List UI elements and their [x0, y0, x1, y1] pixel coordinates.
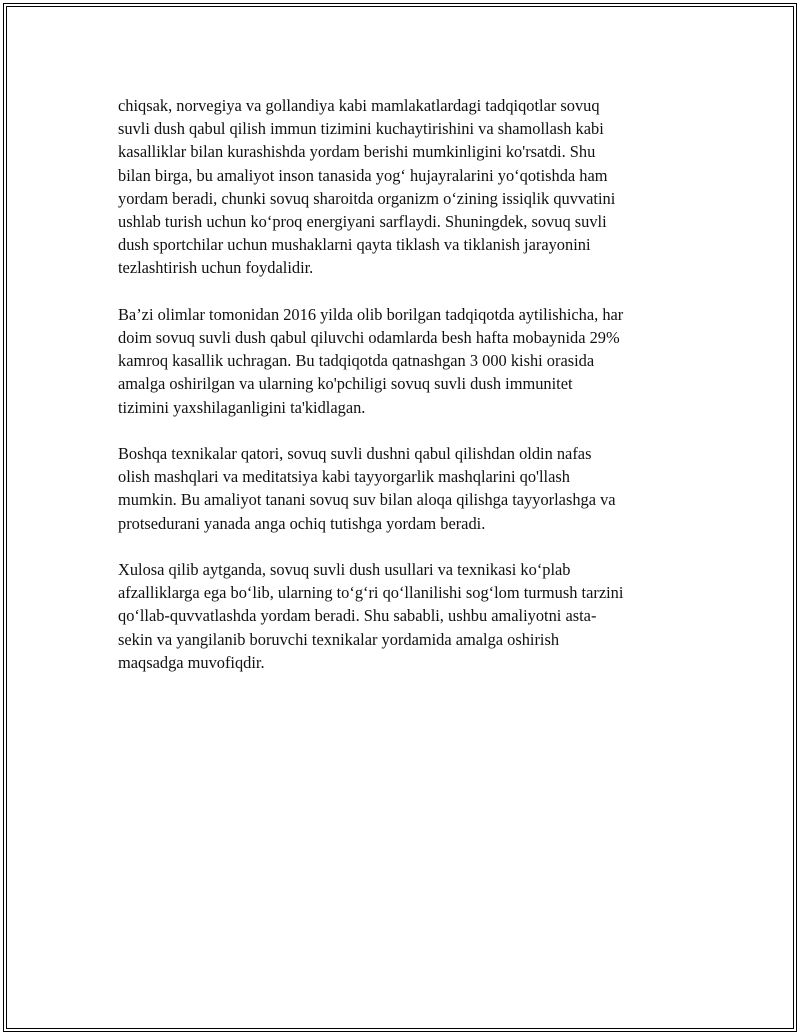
- paragraph-3: [118, 442, 698, 535]
- text-line: mumkin. Bu amaliyot tanani sovuq suv bilan aloqa qilishga tayyorlashga va: [118, 490, 616, 510]
- text-line: Ba’zi olimlar tomonidan 2016 yilda olib borilgan tadqiqotda aytilishicha, har: [118, 304, 624, 324]
- paragraph-1: [118, 94, 698, 280]
- text-line: kasalliklar bilan kurashishda yordam berishi mumkinligini ko'rsatdi. Shu: [118, 142, 596, 162]
- text-line: kamroq kasallik uchragan. Bu tadqiqotda qatnashgan 3 000 kishi orasida: [118, 351, 595, 371]
- text-line: amalga oshirilgan va ularning ko'pchiligi sovuq suvli dush immunitet: [118, 374, 573, 394]
- text-line: tezlashtirish uchun foydalidir.: [118, 258, 314, 278]
- text-line: afzalliklarga ega bo‘lib, ularning to‘g‘ri qo‘llanilishi sog‘lom turmush tarzini: [118, 583, 624, 603]
- text-line: dush sportchilar uchun mushaklarni qayta tiklash va tiklanish jarayonini: [118, 235, 591, 255]
- text-line: chiqsak, norvegiya va gollandiya kabi mamlakatlardagi tadqiqotlar sovuq: [118, 96, 600, 115]
- text-line: tizimini yaxshilaganligini ta'kidlagan.: [118, 397, 366, 417]
- text-line: bilan birga, bu amaliyot inson tanasida yog‘ hujayralarini yo‘qotishda ham: [118, 165, 608, 185]
- paragraph-2: [118, 303, 698, 419]
- paragraph-4: [118, 558, 698, 674]
- text-line: protsedurani yanada anga ochiq tutishga yordam beradi.: [118, 513, 486, 533]
- text-line: yordam beradi, chunki sovuq sharoitda organizm o‘zining issiqlik quvvatini: [118, 188, 616, 208]
- text-line: ushlab turish uchun ko‘proq energiyani sarflaydi. Shuningdek, sovuq suvli: [118, 212, 607, 232]
- text-line: Xulosa qilib aytganda, sovuq suvli dush usullari va texnikasi ko‘plab: [118, 560, 571, 580]
- text-line: sekin va yangilanib boruvchi texnikalar yordamida amalga oshirish: [118, 629, 560, 649]
- text-line: Boshqa texnikalar qatori, sovuq suvli dushni qabul qilishdan oldin nafas: [118, 444, 592, 464]
- text-line: olish mashqlari va meditatsiya kabi tayyorgarlik mashqlarini qo'llash: [118, 467, 570, 487]
- document-body: [118, 94, 698, 697]
- text-line: qo‘llab-quvvatlashda yordam beradi. Shu sababli, ushbu amaliyotni asta-: [118, 606, 597, 626]
- text-line: suvli dush qabul qilish immun tizimini kuchaytirishini va shamollash kabi: [118, 119, 604, 139]
- text-line: maqsadga muvofiqdir.: [118, 652, 265, 672]
- text-line: doim sovuq suvli dush qabul qiluvchi odamlarda besh hafta mobaynida 29%: [118, 328, 620, 348]
